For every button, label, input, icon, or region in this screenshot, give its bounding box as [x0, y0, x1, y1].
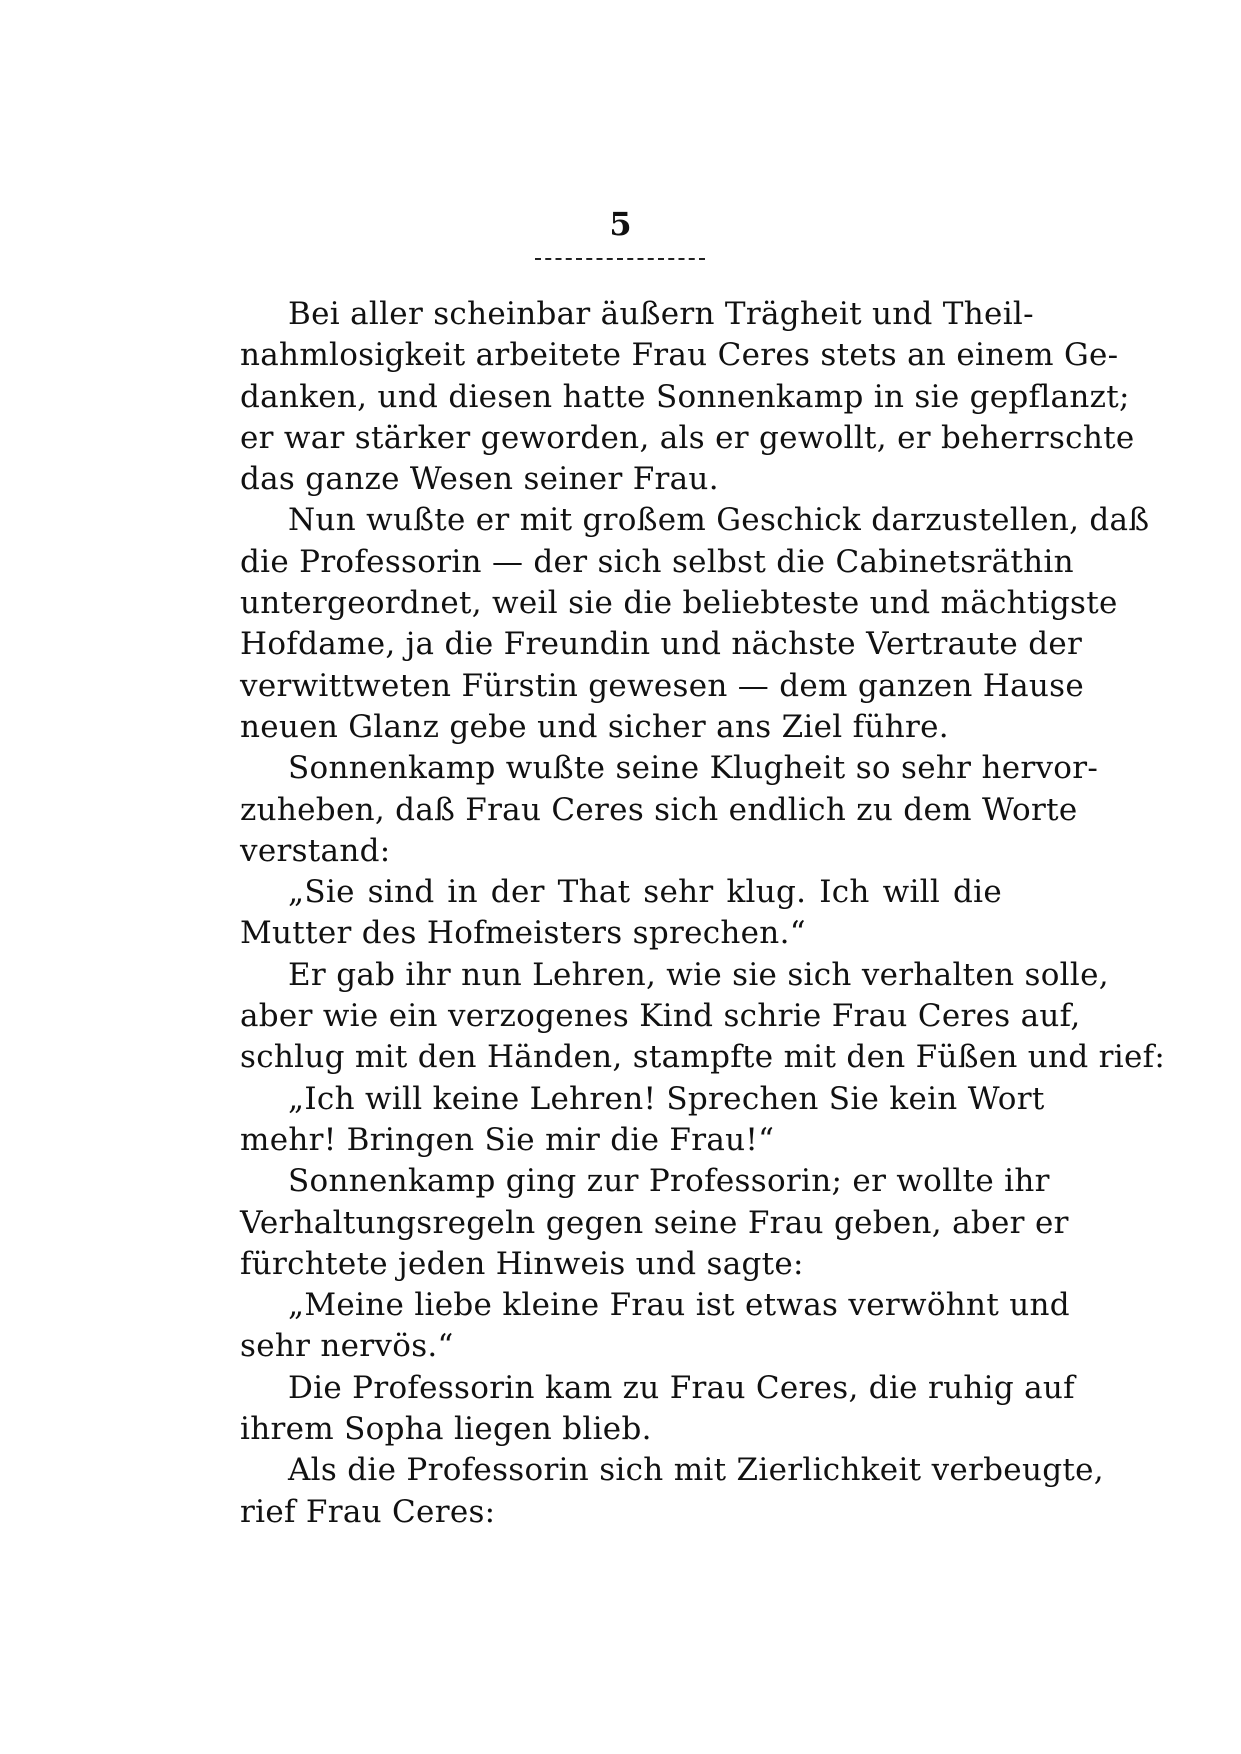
text-line: aber wie ein verzogenes Kind schrie Frau Ceres auf,	[240, 998, 1081, 1035]
text-line: Als die Professorin sich mit Zierlichkeit verbeugte,	[288, 1452, 1104, 1489]
text-line: Sonnenkamp ging zur Professorin; er wollte ihr	[288, 1163, 1050, 1200]
text-line: untergeordnet, weil sie die beliebteste und mächtigste	[240, 585, 1118, 622]
text-line: Bei aller scheinbar äußern Trägheit und Theil-	[288, 296, 1034, 332]
text-line: sehr nervös.“	[240, 1328, 454, 1365]
text-line: Die Professorin kam zu Frau Ceres, die ruhig auf	[288, 1369, 1075, 1406]
text-line: ihrem Sopha liegen blieb.	[240, 1411, 652, 1448]
text-line: Er gab ihr nun Lehren, wie sie sich verhalten solle,	[288, 956, 1109, 993]
text-line: Sonnenkamp wußte seine Klugheit so sehr hervor-	[288, 750, 1099, 787]
page-number: 5	[609, 205, 632, 243]
body-text	[240, 294, 1166, 1533]
text-line: mehr! Bringen Sie mir die Frau!“	[240, 1121, 775, 1158]
text-line: fürchtete jeden Hinweis und sagte:	[240, 1245, 804, 1282]
text-line: neuen Glanz gebe und sicher ans Ziel führe.	[240, 708, 949, 745]
text-line: danken, und diesen hatte Sonnenkamp in sie gepflanzt;	[240, 378, 1130, 415]
text-line: das ganze Wesen seiner Frau.	[240, 461, 719, 498]
text-line: die Professorin — der sich selbst die Cabinetsräthin	[240, 543, 1074, 580]
text-line: zuheben, daß Frau Ceres sich endlich zu dem Worte	[240, 791, 1078, 828]
text-line: nahmlosigkeit arbeitete Frau Ceres stets an einem Ge-	[240, 337, 1119, 374]
text-line: „Meine liebe kleine Frau ist etwas verwöhnt und	[288, 1287, 1070, 1324]
text-line: Mutter des Hofmeisters sprechen.“	[240, 915, 806, 952]
text-line: „Sie sind in der That sehr klug. Ich will die	[288, 874, 1002, 911]
text-line: Verhaltungsregeln gegen seine Frau geben, aber er	[240, 1204, 1069, 1241]
text-line: „Ich will keine Lehren! Sprechen Sie kein Wort	[288, 1080, 1045, 1117]
text-line: verwittweten Fürstin gewesen — dem ganzen Hause	[240, 667, 1085, 704]
text-line: schlug mit den Händen, stampfte mit den Füßen und rief:	[240, 1039, 1166, 1076]
text-line: verstand:	[240, 832, 391, 869]
text-line: Hofdame, ja die Freundin und nächste Vertraute der	[240, 626, 1083, 663]
text-line: Nun wußte er mit großem Geschick darzustellen, daß	[288, 502, 1150, 539]
text-line: er war stärker geworden, als er gewollt, er beherrschte	[240, 419, 1135, 456]
header-rule	[535, 258, 705, 260]
text-line: rief Frau Ceres:	[240, 1493, 496, 1530]
